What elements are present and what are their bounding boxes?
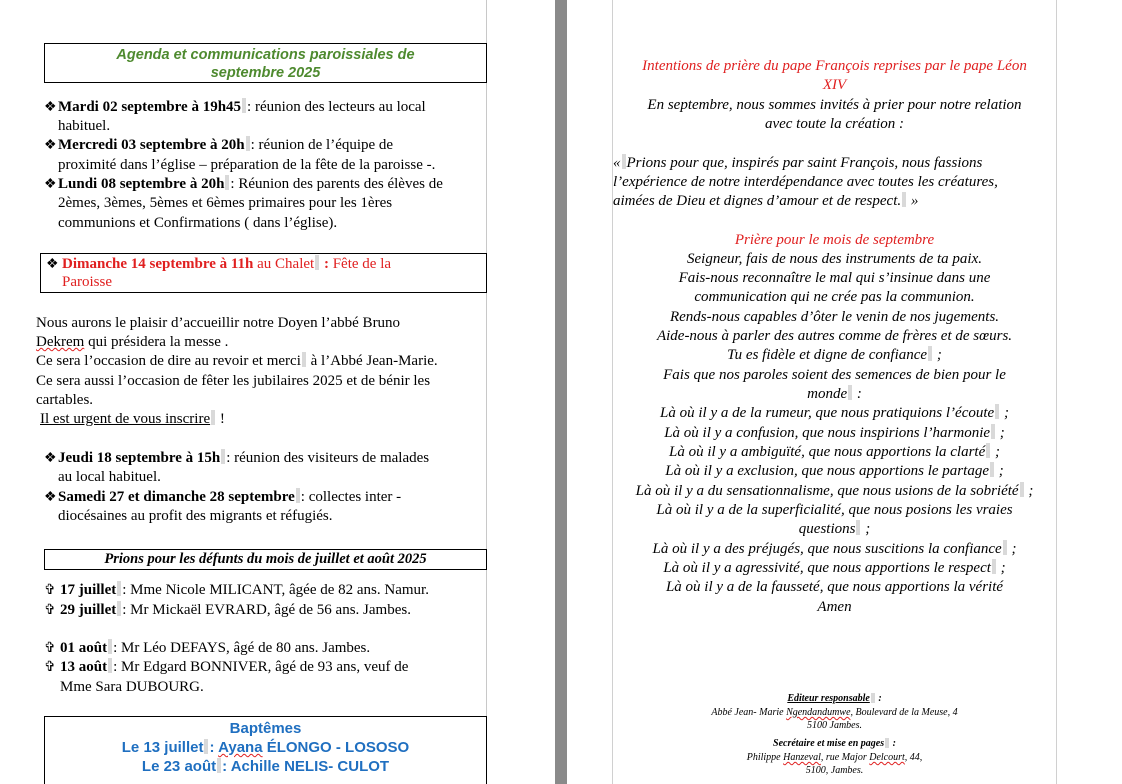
- intention-quote-l1: « Prions pour que, inspirés par saint François, nous fassions: [613, 155, 983, 171]
- agenda-item-4: Jeudi 18 septembre à 15h : réunion des visiteurs de malades: [58, 450, 430, 466]
- intentions-title-l1: Intentions de prière du pape François reprises par le pape Léon: [642, 58, 1027, 74]
- deceased-entry-4: 13 août : Mr Edgard BONNIVER, âgé de 93 ans, veuf de: [60, 659, 409, 675]
- prayer-line: Là où il y a des préjugés, que nous suscitions la confiance ;: [652, 541, 1017, 557]
- footer-secretary-label: Secrétaire et mise en pages :: [773, 738, 896, 749]
- agenda-item-2-cont: proximité dans l’église – préparation de la fête de la paroisse -.: [58, 157, 436, 173]
- right-page-right-edge: [1056, 0, 1057, 784]
- footer-editor-address: Abbé Jean- Marie Ngendandumwe, Boulevard de la Meuse, 4: [711, 707, 958, 718]
- baptisms-box: [44, 716, 487, 784]
- diamond-bullet-icon: ❖: [44, 177, 57, 192]
- prayer-line: Tu es fidèle et digne de confiance ;: [727, 347, 942, 363]
- prayer-line: Rends-nous capables d’ôter le venin de nos jugements.: [669, 309, 1000, 325]
- baptism-entry-1: Le 13 juillet : Ayana ÉLONGO - LOSOSO: [121, 739, 410, 756]
- diamond-bullet-icon: ❖: [44, 138, 57, 153]
- doyen-paragraph-l3: Ce sera l’occasion de dire au revoir et merci à l’Abbé Jean-Marie.: [36, 353, 438, 369]
- prayer-line: Seigneur, fais de nous des instruments de ta paix.: [687, 251, 982, 267]
- sunday-event-cont: Paroisse: [62, 274, 112, 290]
- agenda-item-1-cont: habituel.: [58, 118, 111, 134]
- cross-icon: ✞: [44, 641, 56, 656]
- doyen-paragraph-l5: cartables.: [36, 392, 94, 408]
- footer-secretary-city: 5100, Jambes.: [805, 765, 864, 776]
- invitation-l1: En septembre, nous sommes invités à prier pour notre relation: [647, 97, 1022, 113]
- prayer-line: Là où il y a ambiguïté, que nous apportions la clarté ;: [669, 444, 1000, 460]
- deceased-entry-4-cont: Mme Sara DUBOURG.: [60, 679, 204, 695]
- prayer-line: monde :: [807, 386, 862, 402]
- intention-quote-l3: aimées de Dieu et dignes d’amour et de respect. »: [613, 193, 919, 209]
- cross-icon: ✞: [44, 660, 56, 675]
- doyen-paragraph-l4: Ce sera aussi l’occasion de fêter les jubilaires 2025 et de bénir les: [36, 373, 431, 389]
- baptism-entry-2: Le 23 août : Achille NELIS- CULOT: [141, 758, 390, 775]
- agenda-title-box: [44, 43, 487, 83]
- prayer-title: Prière pour le mois de septembre: [734, 232, 935, 248]
- agenda-title-line1: Agenda et communications paroissiales de: [116, 47, 415, 63]
- diamond-bullet-icon: ❖: [44, 100, 57, 115]
- prayer-amen: Amen: [817, 599, 852, 615]
- baptisms-title: Baptêmes: [229, 720, 302, 737]
- deceased-title-box: Prions pour les défunts du mois de juillet et août 2025: [44, 549, 487, 570]
- intention-quote-l2: l’expérience de notre interdépendance avec toutes les créatures,: [613, 174, 998, 190]
- agenda-item-5-cont: diocésaines au profit des migrants et réfugiés.: [58, 508, 333, 524]
- doyen-paragraph-l2: Dekrem qui présidera la messe .: [36, 334, 229, 350]
- intentions-title-l2: XIV: [822, 77, 847, 93]
- deceased-entry-3: 01 août : Mr Léo DEFAYS, âgé de 80 ans. Jambes.: [60, 640, 371, 656]
- prayer-line: Là où il y a du sensationnalisme, que nous usions de la sobriété ;: [635, 483, 1034, 499]
- agenda-item-3-cont2: communions et Confirmations ( dans l’église).: [58, 215, 338, 231]
- urgent-notice: Il est urgent de vous inscrire !: [40, 411, 225, 427]
- footer-editor-label: Editeur responsable :: [787, 693, 882, 704]
- prayer-line: Là où il y a de la rumeur, que nous pratiquions l’écoute ;: [660, 405, 1009, 421]
- doyen-paragraph-l1: Nous aurons le plaisir d’accueillir notre Doyen l’abbé Bruno: [36, 315, 401, 331]
- invitation-l2: avec toute la création :: [764, 116, 905, 132]
- agenda-item-3-cont1: 2èmes, 3èmes, 5èmes et 6èmes primaires pour les 1ères: [58, 195, 393, 211]
- agenda-item-2: Mercredi 03 septembre à 20h : réunion de l’équipe de: [58, 137, 394, 153]
- agenda-title-line2: septembre 2025: [210, 65, 321, 81]
- deceased-entry-2: 29 juillet : Mr Mickaël EVRARD, âgé de 56 ans. Jambes.: [60, 602, 411, 618]
- prayer-line: Fais que nos paroles soient des semences de bien pour le: [663, 367, 1006, 383]
- prayer-line: Là où il y a exclusion, que nous apportions le partage ;: [665, 463, 1004, 479]
- footer-editor-city: 5100 Jambes.: [807, 720, 862, 731]
- prayer-line: communication qui ne crée pas la communion.: [694, 289, 975, 305]
- diamond-bullet-icon: ❖: [44, 490, 57, 505]
- cross-icon: ✞: [44, 603, 56, 618]
- page-divider: [555, 0, 567, 784]
- prayer-line: Là où il y a de la superficialité, que nous posions les vraies: [656, 502, 1013, 518]
- cross-icon: ✞: [44, 583, 56, 598]
- prayer-line: questions ;: [798, 521, 871, 537]
- prayer-line: Là où il y a confusion, que nous inspirions l’harmonie ;: [664, 425, 1005, 441]
- agenda-item-4-cont: au local habituel.: [58, 469, 161, 485]
- left-margin: [0, 0, 36, 784]
- prayer-line: Aide-nous à parler des autres comme de frères et de sœurs.: [656, 328, 1013, 344]
- agenda-item-5: Samedi 27 et dimanche 28 septembre : collectes inter -: [58, 489, 402, 505]
- footer-secretary-address: Philippe Hanzeval, rue Major Delcourt, 44,: [746, 752, 923, 763]
- sunday-event: Dimanche 14 septembre à 11h au Chalet : Fête de la: [62, 256, 392, 272]
- deceased-entry-1: 17 juillet : Mme Nicole MILICANT, âgée de 82 ans. Namur.: [60, 582, 429, 598]
- prayer-line: Fais-nous reconnaître le mal qui s’insinue dans une: [678, 270, 991, 286]
- agenda-item-1: Mardi 02 septembre à 19h45 : réunion des lecteurs au local: [58, 99, 426, 115]
- prayer-line: Là où il y a de la fausseté, que nous apportions la vérité: [665, 579, 1004, 595]
- diamond-bullet-icon: ❖: [46, 257, 59, 272]
- diamond-bullet-icon: ❖: [44, 451, 57, 466]
- prayer-line: Là où il y a agressivité, que nous apportions le respect ;: [663, 560, 1006, 576]
- page-gap: [487, 0, 555, 784]
- agenda-item-3: Lundi 08 septembre à 20h : Réunion des parents des élèves de: [58, 176, 443, 192]
